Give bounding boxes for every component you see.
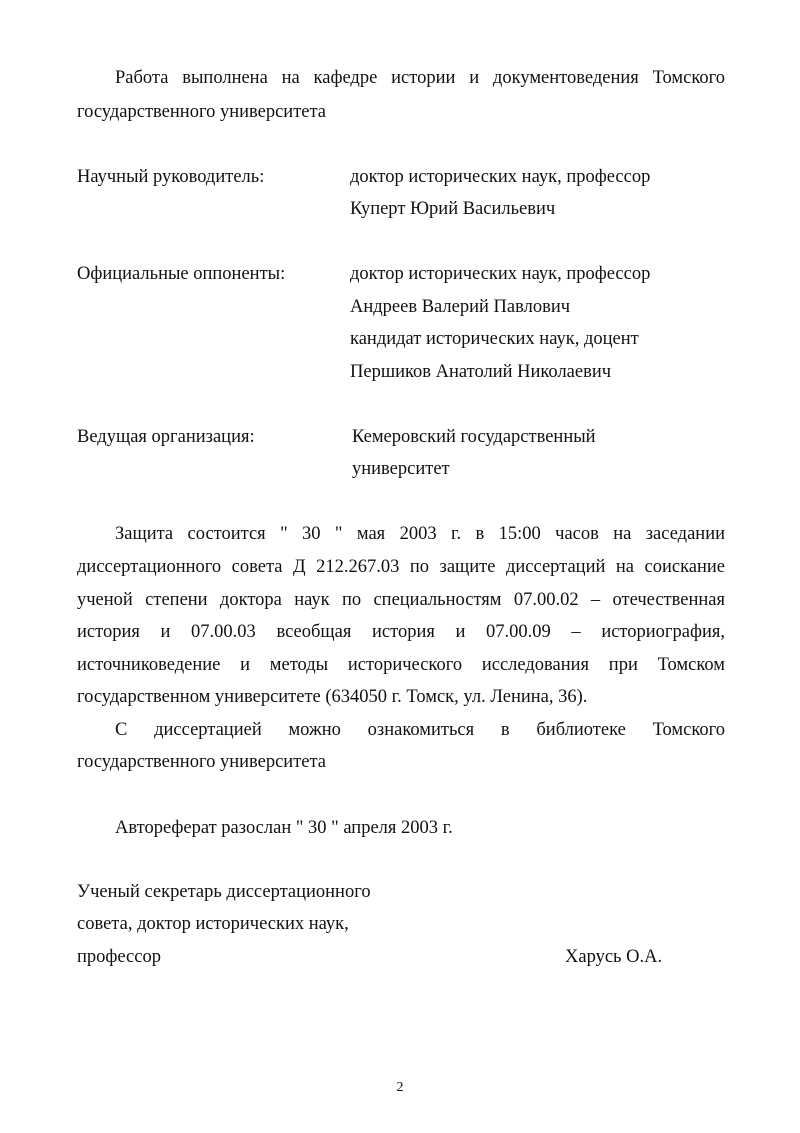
intro-line-1: Работа выполнена на кафедре истории и документоведения Томского: [115, 68, 725, 88]
intro-line-2: государственного университета: [77, 102, 327, 122]
abstract-sent-date: Автореферат разослан " 30 " апреля 2003 г.: [115, 818, 453, 838]
supervisor-label: Научный руководитель:: [77, 167, 265, 187]
defense-line: диссертационного совета Д 212.267.03 по защите диссертаций на соискание: [77, 557, 725, 577]
lead-org-line-1: Кемеровский государственный: [352, 427, 596, 447]
defense-line: государственном университете (634050 г. Томск, ул. Ленина, 36).: [77, 687, 588, 707]
defense-line: Защита состоится " 30 " мая 2003 г. в 15:00 часов на заседании: [115, 524, 725, 544]
library-line-1: С диссертацией можно ознакомиться в библиотеке Томского: [115, 720, 725, 740]
lead-org-line-2: университет: [352, 459, 450, 479]
opponent-line: доктор исторических наук, профессор: [350, 264, 651, 284]
supervisor-degree: доктор исторических наук, профессор: [350, 167, 651, 187]
secretary-line-3: профессор: [77, 947, 161, 967]
secretary-line-1: Ученый секретарь диссертационного: [77, 882, 371, 902]
lead-org-label: Ведущая организация:: [77, 427, 255, 447]
defense-line: источниковедение и методы исторического исследования при Томском: [77, 655, 725, 675]
opponent-line: Андреев Валерий Павлович: [350, 297, 571, 317]
defense-line: история и 07.00.03 всеобщая история и 07.00.09 – историография,: [77, 622, 725, 642]
page-number: 2: [396, 1080, 404, 1095]
opponent-line: кандидат исторических наук, доцент: [350, 329, 639, 349]
secretary-name: Харусь О.А.: [565, 947, 663, 967]
library-line-2: государственного университета: [77, 752, 327, 772]
supervisor-name: Куперт Юрий Васильевич: [350, 199, 556, 219]
opponent-line: Першиков Анатолий Николаевич: [350, 362, 612, 382]
opponents-label: Официальные оппоненты:: [77, 264, 286, 284]
defense-line: ученой степени доктора наук по специальностям 07.00.02 – отечественная: [77, 590, 725, 610]
secretary-line-2: совета, доктор исторических наук,: [77, 914, 349, 934]
